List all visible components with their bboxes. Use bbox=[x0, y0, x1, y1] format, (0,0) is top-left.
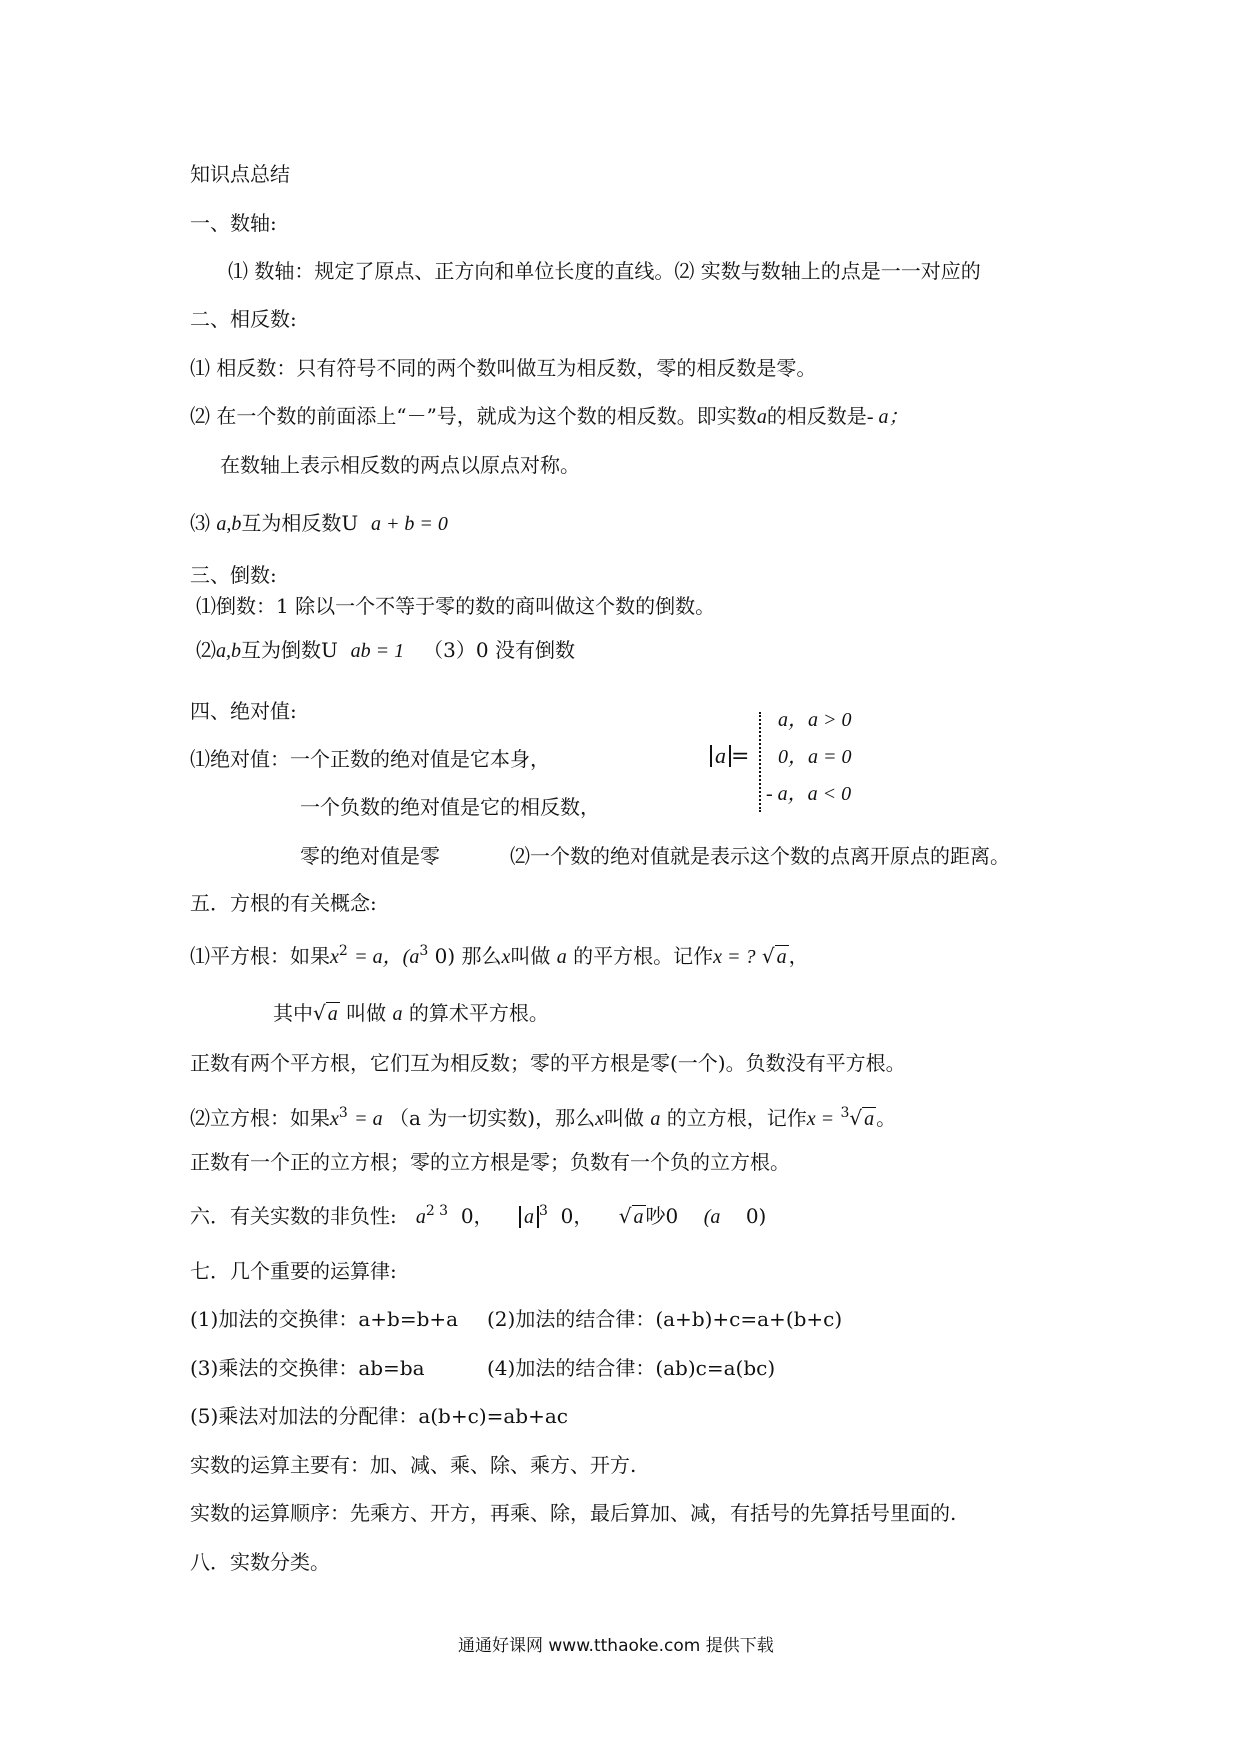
square-root-def: ⑴平方根：如果$x^2 = a$，($a^3$ 0) 那么x叫做 a 的平方根。记作x = ? √ a ， bbox=[190, 943, 809, 968]
law-3: (3)乘法的交换律：ab=ba bbox=[190, 1356, 425, 1380]
abs-def-3: 零的绝对值是零 bbox=[300, 844, 440, 868]
cbrt-symbol: √ bbox=[849, 1106, 863, 1130]
law-5: (5)乘法对加法的分配律：a(b+c)=ab+ac bbox=[190, 1404, 568, 1428]
heading-absolute-value: 四、绝对值: bbox=[190, 699, 297, 723]
sqrt-symbol: √ bbox=[313, 1001, 326, 1025]
cube-root-def: ⑵立方根：如果$x^3 = a$ （a 为一切实数)，那么x叫做 a 的立方根，记作x = $^3$√ a 。 bbox=[190, 1105, 897, 1130]
heading-opposite: 二、相反数: bbox=[190, 307, 297, 331]
heading-classification: 八．实数分类。 bbox=[190, 1550, 330, 1574]
footer-text: 通通好课网 www.tthaoke.com 提供下载 bbox=[458, 1636, 774, 1656]
page-title: 知识点总结 bbox=[190, 162, 290, 186]
heading-reciprocal: 三、倒数: bbox=[190, 563, 277, 587]
opposite-def-1: ⑴ 相反数：只有符号不同的两个数叫做互为相反数，零的相反数是零。 bbox=[190, 356, 817, 380]
number-line-definition: ⑴ 数轴：规定了原点、正方向和单位长度的直线。⑵ 实数与数轴上的点是一一对应的 bbox=[228, 259, 981, 283]
abs-case-positive: a，a > 0 bbox=[778, 709, 852, 731]
operations-order: 实数的运算顺序：先乘方、开方，再乘、除，最后算加、减，有括号的先算括号里面的. bbox=[190, 1501, 957, 1525]
square-root-note: 正数有两个平方根，它们互为相反数；零的平方根是零(一个)。负数没有平方根。 bbox=[190, 1051, 906, 1075]
sqrt-symbol: √ bbox=[618, 1204, 632, 1228]
non-negativity: 六．有关实数的非负性: $a^{2 3}$ 0， a $^3$ 0， √ a 吵0 (a 0) bbox=[190, 1203, 767, 1228]
law-1: (1)加法的交换律：a+b=b+a bbox=[190, 1307, 459, 1331]
cube-root-note: 正数有一个正的立方根；零的立方根是零；负数有一个负的立方根。 bbox=[190, 1150, 790, 1174]
abs-case-zero: 0，a = 0 bbox=[778, 746, 852, 768]
reciprocal-def-2: ⑵a,b互为倒数U ab = 1 （3）0 没有倒数 bbox=[196, 638, 575, 662]
abs-def-4: ⑵一个数的绝对值就是表示这个数的点离开原点的距离。 bbox=[510, 844, 1010, 868]
heading-roots: 五．方根的有关概念: bbox=[190, 891, 377, 915]
opposite-def-2: ⑵ 在一个数的前面添上“－”号，就成为这个数的相反数。即实数a的相反数是- a； bbox=[190, 404, 909, 428]
abs-def-2: 一个负数的绝对值是它的相反数， bbox=[300, 795, 600, 819]
abs-case-negative: - a，a < 0 bbox=[766, 783, 852, 805]
opposite-def-3: 在数轴上表示相反数的两点以原点对称。 bbox=[220, 453, 580, 477]
law-4: (4)加法的结合律：(ab)c=a(bc) bbox=[487, 1356, 776, 1380]
heading-laws: 七．几个重要的运算律: bbox=[190, 1259, 397, 1283]
opposite-def-4: ⑶ a,b互为相反数U a + b = 0 bbox=[190, 511, 448, 535]
law-2: (2)加法的结合律：(a+b)+c=a+(b+c) bbox=[487, 1307, 843, 1331]
reciprocal-def-1: ⑴倒数：1 除以一个不等于零的数的商叫做这个数的倒数。 bbox=[196, 594, 716, 618]
operations-list: 实数的运算主要有：加、减、乘、除、乘方、开方. bbox=[190, 1453, 637, 1477]
arithmetic-root-def: 其中√ a 叫做 a 的算术平方根。 bbox=[273, 1001, 549, 1025]
abs-def-1: ⑴绝对值：一个正数的绝对值是它本身， bbox=[190, 747, 550, 771]
heading-number-line: 一、数轴: bbox=[190, 211, 277, 235]
abs-formula-lhs: a = bbox=[710, 744, 749, 770]
sqrt-symbol: √ bbox=[761, 944, 775, 968]
